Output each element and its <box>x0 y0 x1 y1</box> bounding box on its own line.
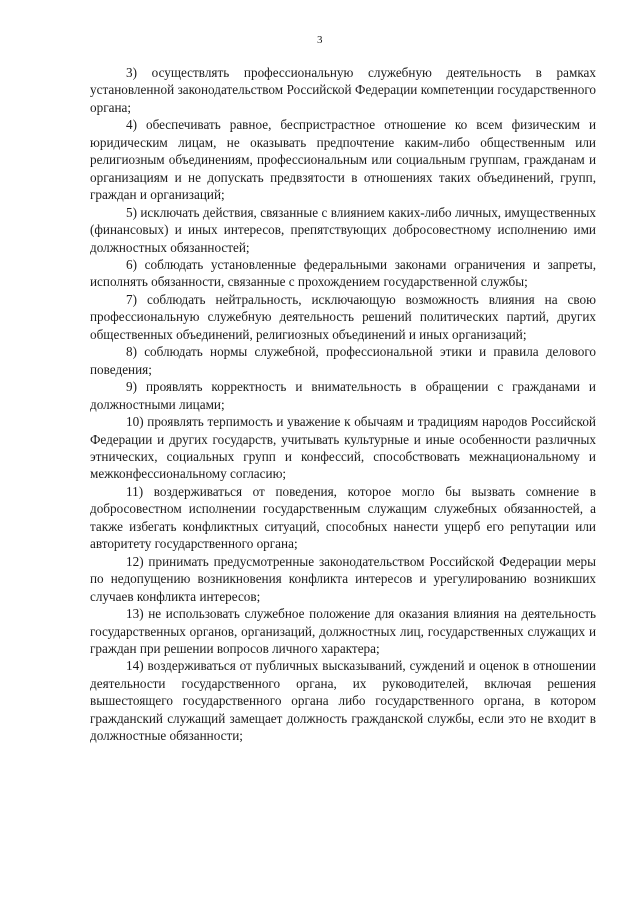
list-item-7: 7) соблюдать нейтральность, исключающую возможность влияния на свою профессиональную служебную деятельность решений политических партий, других общественных объединений, религиозных объединений и иных организаций; <box>90 291 596 342</box>
page-number: 3 <box>317 34 323 46</box>
list-item-8: 8) соблюдать нормы служебной, профессиональной этики и правила делового поведения; <box>90 344 596 377</box>
list-item-4: 4) обеспечивать равное, беспристрастное отношение ко всем физическим и юридическим лицам, не оказывать предпочтение каким-либо общественным или религиозным объединениям, профессиональным или социальным группам, гражданам и организациям и не допускать предвзятости в отношениях таких объединений, групп, граждан и организаций; <box>90 117 596 203</box>
list-item-13: 13) не использовать служебное положение для оказания влияния на деятельность государственных органов, организаций, должностных лиц, государственных служащих и граждан при решении вопросов личного характера; <box>90 606 596 656</box>
list-item-3: 3) осуществлять профессиональную служебную деятельность в рамках установленной законодательством Российской Федерации компетенции государственного органа; <box>90 65 596 115</box>
document-body <box>90 64 596 745</box>
list-item-9: 9) проявлять корректность и внимательность в обращении с гражданами и должностными лицами; <box>90 379 596 412</box>
list-item-10: 10) проявлять терпимость и уважение к обычаям и традициям народов Российской Федерации и других государств, учитывать культурные и иные особенности различных этнических, социальных групп и конфессий, способствовать межнациональному и межконфессиональному согласию; <box>90 414 596 482</box>
list-item-6: 6) соблюдать установленные федеральными законами ограничения и запреты, исполнять обязанности, связанные с прохождением государственной службы; <box>90 256 596 290</box>
list-item-5: 5) исключать действия, связанные с влиянием каких-либо личных, имущественных (финансовых) и иных интересов, препятствующих добросовестному исполнению ими должностных обязанностей; <box>90 204 596 255</box>
list-item-12: 12) принимать предусмотренные законодательством Российской Федерации меры по недопущению возникновения конфликта интересов и урегулированию возникших случаев конфликта интересов; <box>90 553 596 604</box>
list-item-11: 11) воздерживаться от поведения, которое могло бы вызвать сомнение в добросовестном исполнении государственным служащим служебных обязанностей, а также избегать конфликтных ситуаций, способных нанести ущерб его репутации или авторитету государственного органа; <box>90 483 596 552</box>
list-item-14: 14) воздерживаться от публичных высказываний, суждений и оценок в отношении деятельности государственного органа, их руководителей, включая решения вышестоящего государственного органа либо государственного органа, в котором гражданский служащий замещает должность гражданской службы, если это не входит в должностные обязанности; <box>90 658 596 744</box>
